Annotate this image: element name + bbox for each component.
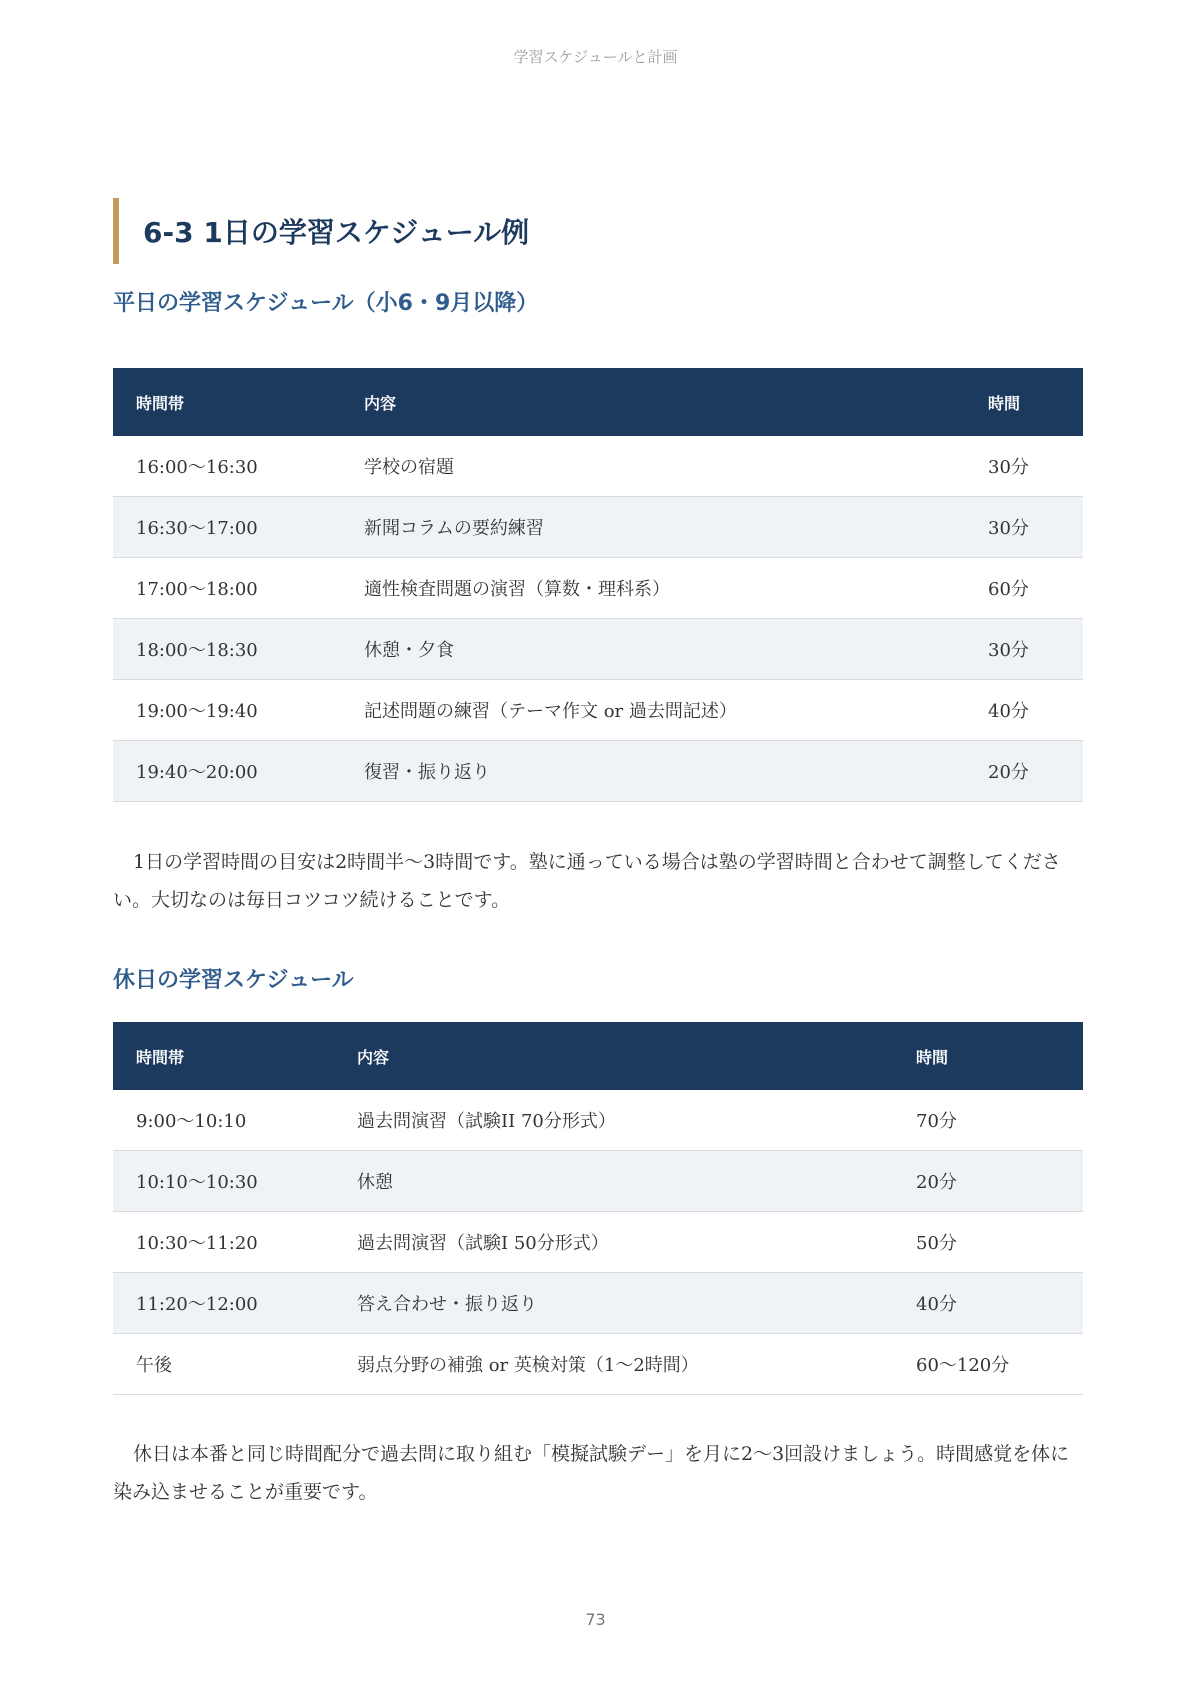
cell-duration: 60〜120分 <box>893 1334 1083 1395</box>
cell-time-slot: 18:00〜18:30 <box>113 619 341 680</box>
cell-duration: 20分 <box>965 741 1083 802</box>
cell-duration: 60分 <box>965 558 1083 619</box>
cell-content: 答え合わせ・振り返り <box>334 1273 893 1334</box>
weekday-schedule-table <box>113 368 1083 802</box>
holiday-schedule-table <box>113 1022 1083 1395</box>
holiday-note: 休日は本番と同じ時間配分で過去問に取り組む「模擬試験デー」を月に2〜3回設けましょう。時間感覚を体に染み込ませることが重要です。 <box>113 1443 1070 1503</box>
cell-duration: 50分 <box>893 1212 1083 1273</box>
cell-time-slot: 16:00〜16:30 <box>113 436 341 497</box>
cell-content: 過去問演習（試験II 70分形式） <box>334 1090 893 1151</box>
cell-content: 適性検査問題の演習（算数・理科系） <box>341 558 965 619</box>
column-header-time-slot: 時間帯 <box>113 1022 334 1090</box>
cell-time-slot: 19:00〜19:40 <box>113 680 341 741</box>
cell-duration: 30分 <box>965 497 1083 558</box>
running-header: 学習スケジュールと計画 <box>513 48 678 66</box>
weekday-heading: 平日の学習スケジュール（小6・9月以降） <box>113 291 539 316</box>
table-row <box>113 436 1083 497</box>
cell-content: 記述問題の練習（テーマ作文 or 過去問記述） <box>341 680 965 741</box>
section-title <box>113 198 1073 264</box>
cell-content: 学校の宿題 <box>341 436 965 497</box>
cell-time-slot: 10:10〜10:30 <box>113 1151 334 1212</box>
cell-content: 新聞コラムの要約練習 <box>341 497 965 558</box>
table-row <box>113 1273 1083 1334</box>
cell-duration: 70分 <box>893 1090 1083 1151</box>
section-title-text: 6-3 1日の学習スケジュール例 <box>143 216 530 249</box>
column-header-duration: 時間 <box>893 1022 1083 1090</box>
column-header-content: 内容 <box>341 368 965 436</box>
cell-time-slot: 9:00〜10:10 <box>113 1090 334 1151</box>
table-row <box>113 741 1083 802</box>
table-row <box>113 497 1083 558</box>
cell-content: 過去問演習（試験I 50分形式） <box>334 1212 893 1273</box>
table-row <box>113 1151 1083 1212</box>
cell-time-slot: 16:30〜17:00 <box>113 497 341 558</box>
cell-duration: 20分 <box>893 1151 1083 1212</box>
column-header-duration: 時間 <box>965 368 1083 436</box>
cell-content: 休憩・夕食 <box>341 619 965 680</box>
cell-content: 休憩 <box>334 1151 893 1212</box>
cell-content: 復習・振り返り <box>341 741 965 802</box>
table-row <box>113 558 1083 619</box>
table-row <box>113 680 1083 741</box>
column-header-content: 内容 <box>334 1022 893 1090</box>
table-header-row <box>113 1022 1083 1090</box>
cell-time-slot: 11:20〜12:00 <box>113 1273 334 1334</box>
table-row <box>113 1212 1083 1273</box>
page-number: 73 <box>585 1610 606 1629</box>
holiday-heading: 休日の学習スケジュール <box>113 968 354 993</box>
table-row <box>113 1334 1083 1395</box>
cell-duration: 40分 <box>893 1273 1083 1334</box>
weekday-note: 1日の学習時間の目安は2時間半〜3時間です。塾に通っている場合は塾の学習時間と合わせて調整してください。大切なのは毎日コツコツ続けることです。 <box>113 851 1061 911</box>
table-row <box>113 619 1083 680</box>
column-header-time-slot: 時間帯 <box>113 368 341 436</box>
cell-time-slot: 午後 <box>113 1334 334 1395</box>
cell-time-slot: 17:00〜18:00 <box>113 558 341 619</box>
table-header-row <box>113 368 1083 436</box>
cell-duration: 30分 <box>965 436 1083 497</box>
cell-time-slot: 19:40〜20:00 <box>113 741 341 802</box>
cell-time-slot: 10:30〜11:20 <box>113 1212 334 1273</box>
table-row <box>113 1090 1083 1151</box>
cell-duration: 30分 <box>965 619 1083 680</box>
cell-content: 弱点分野の補強 or 英検対策（1〜2時間） <box>334 1334 893 1395</box>
cell-duration: 40分 <box>965 680 1083 741</box>
